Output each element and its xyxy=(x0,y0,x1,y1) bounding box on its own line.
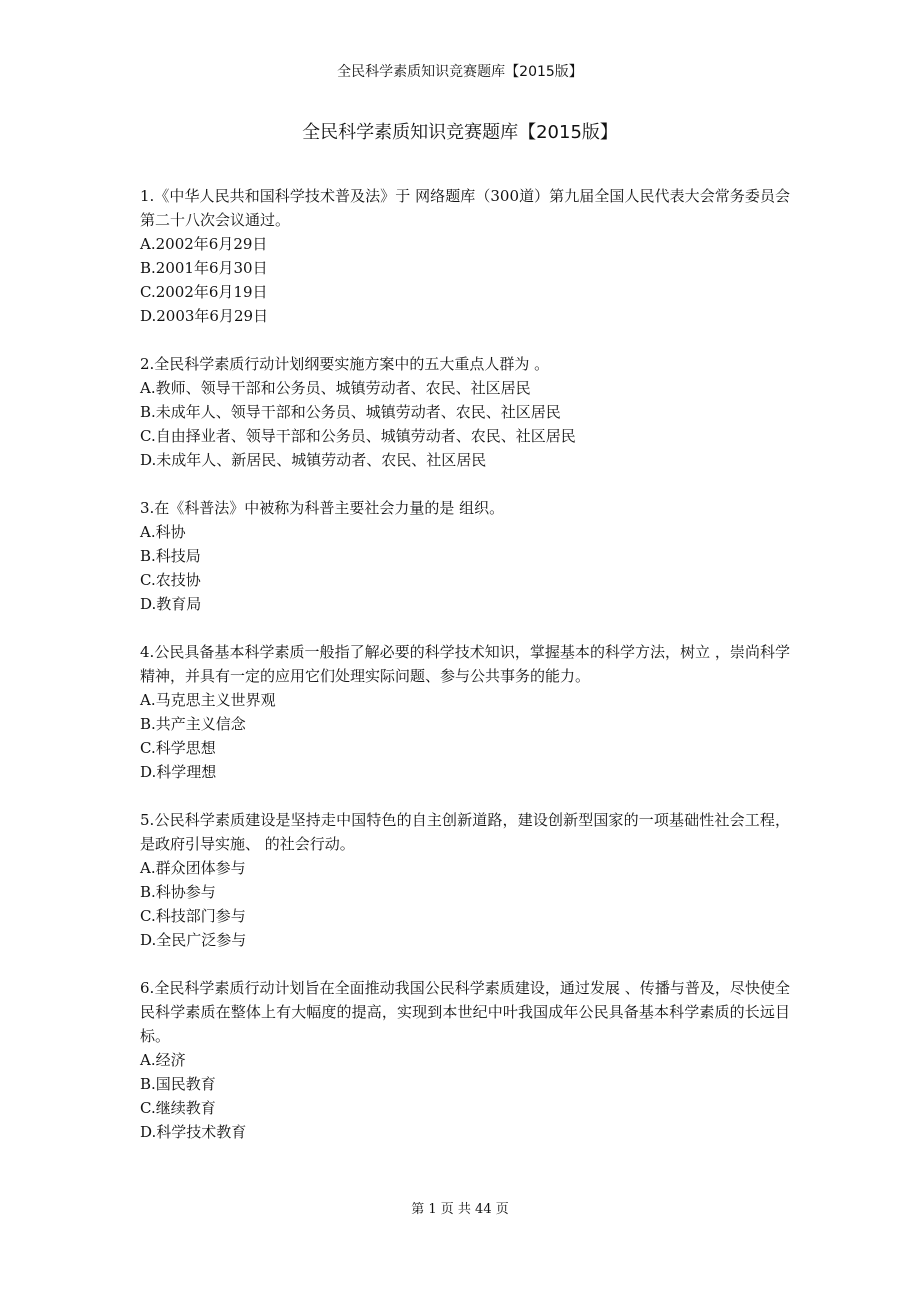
option-b: B.国民教育 xyxy=(140,1075,216,1093)
question-stem: 5.公民科学素质建设是坚持走中国特色的自主创新道路，建设创新型国家的一项基础性社会工程，是政府引导实施、 的社会行动。 xyxy=(140,811,790,853)
option-c: C.农技协 xyxy=(140,571,201,589)
option-c: C.科学思想 xyxy=(140,739,216,757)
question-stem: 1.《中华人民共和国科学技术普及法》于 网络题库（300道）第九届全国人民代表大会常务委员会第二十八次会议通过。 xyxy=(140,187,790,229)
option-c: C.继续教育 xyxy=(140,1099,216,1117)
option-b: B.科协参与 xyxy=(140,883,216,901)
option-d: D.2003年6月29日 xyxy=(140,307,269,325)
option-b: B.2001年6月30日 xyxy=(140,259,268,277)
page-number: 第 1 页 共 44 页 xyxy=(411,1202,509,1217)
option-a: A.教师、领导干部和公务员、城镇劳动者、农民、社区居民 xyxy=(140,379,531,397)
option-d: D.全民广泛参与 xyxy=(140,931,247,949)
option-d: D.科学技术教育 xyxy=(140,1123,247,1141)
option-d: D.未成年人、新居民、城镇劳动者、农民、社区居民 xyxy=(140,451,487,469)
question-2 xyxy=(140,352,790,472)
question-stem: 3.在《科普法》中被称为科普主要社会力量的是 组织。 xyxy=(140,499,505,517)
option-a: A.2002年6月29日 xyxy=(140,235,268,253)
option-a: A.经济 xyxy=(140,1051,186,1069)
question-5 xyxy=(140,808,790,952)
option-d: D.教育局 xyxy=(140,595,202,613)
option-a: A.科协 xyxy=(140,523,186,541)
option-d: D.科学理想 xyxy=(140,763,217,781)
question-list xyxy=(140,184,790,1168)
option-a: A.马克思主义世界观 xyxy=(140,691,276,709)
question-stem: 2.全民科学素质行动计划纲要实施方案中的五大重点人群为 。 xyxy=(140,355,550,373)
running-header: 全民科学素质知识竞赛题库【2015版】 xyxy=(337,64,583,80)
option-a: A.群众团体参与 xyxy=(140,859,246,877)
question-stem: 4.公民具备基本科学素质一般指了解必要的科学技术知识，掌握基本的科学方法，树立 ，崇尚科学精神，并具有一定的应用它们处理实际问题、参与公共事务的能力。 xyxy=(140,643,790,685)
question-1 xyxy=(140,184,790,328)
option-c: C.自由择业者、领导干部和公务员、城镇劳动者、农民、社区居民 xyxy=(140,427,576,445)
option-b: B.共产主义信念 xyxy=(140,715,246,733)
option-b: B.科技局 xyxy=(140,547,201,565)
option-c: C.2002年6月19日 xyxy=(140,283,268,301)
option-b: B.未成年人、领导干部和公务员、城镇劳动者、农民、社区居民 xyxy=(140,403,561,421)
question-3 xyxy=(140,496,790,616)
question-stem: 6.全民科学素质行动计划旨在全面推动我国公民科学素质建设，通过发展 、传播与普及，尽快使全民科学素质在整体上有大幅度的提高，实现到本世纪中叶我国成年公民具备基本科学素质的长远目标。 xyxy=(140,979,790,1045)
document-title: 全民科学素质知识竞赛题库【2015版】 xyxy=(302,122,618,143)
question-4 xyxy=(140,640,790,784)
question-6 xyxy=(140,976,790,1144)
option-c: C.科技部门参与 xyxy=(140,907,246,925)
